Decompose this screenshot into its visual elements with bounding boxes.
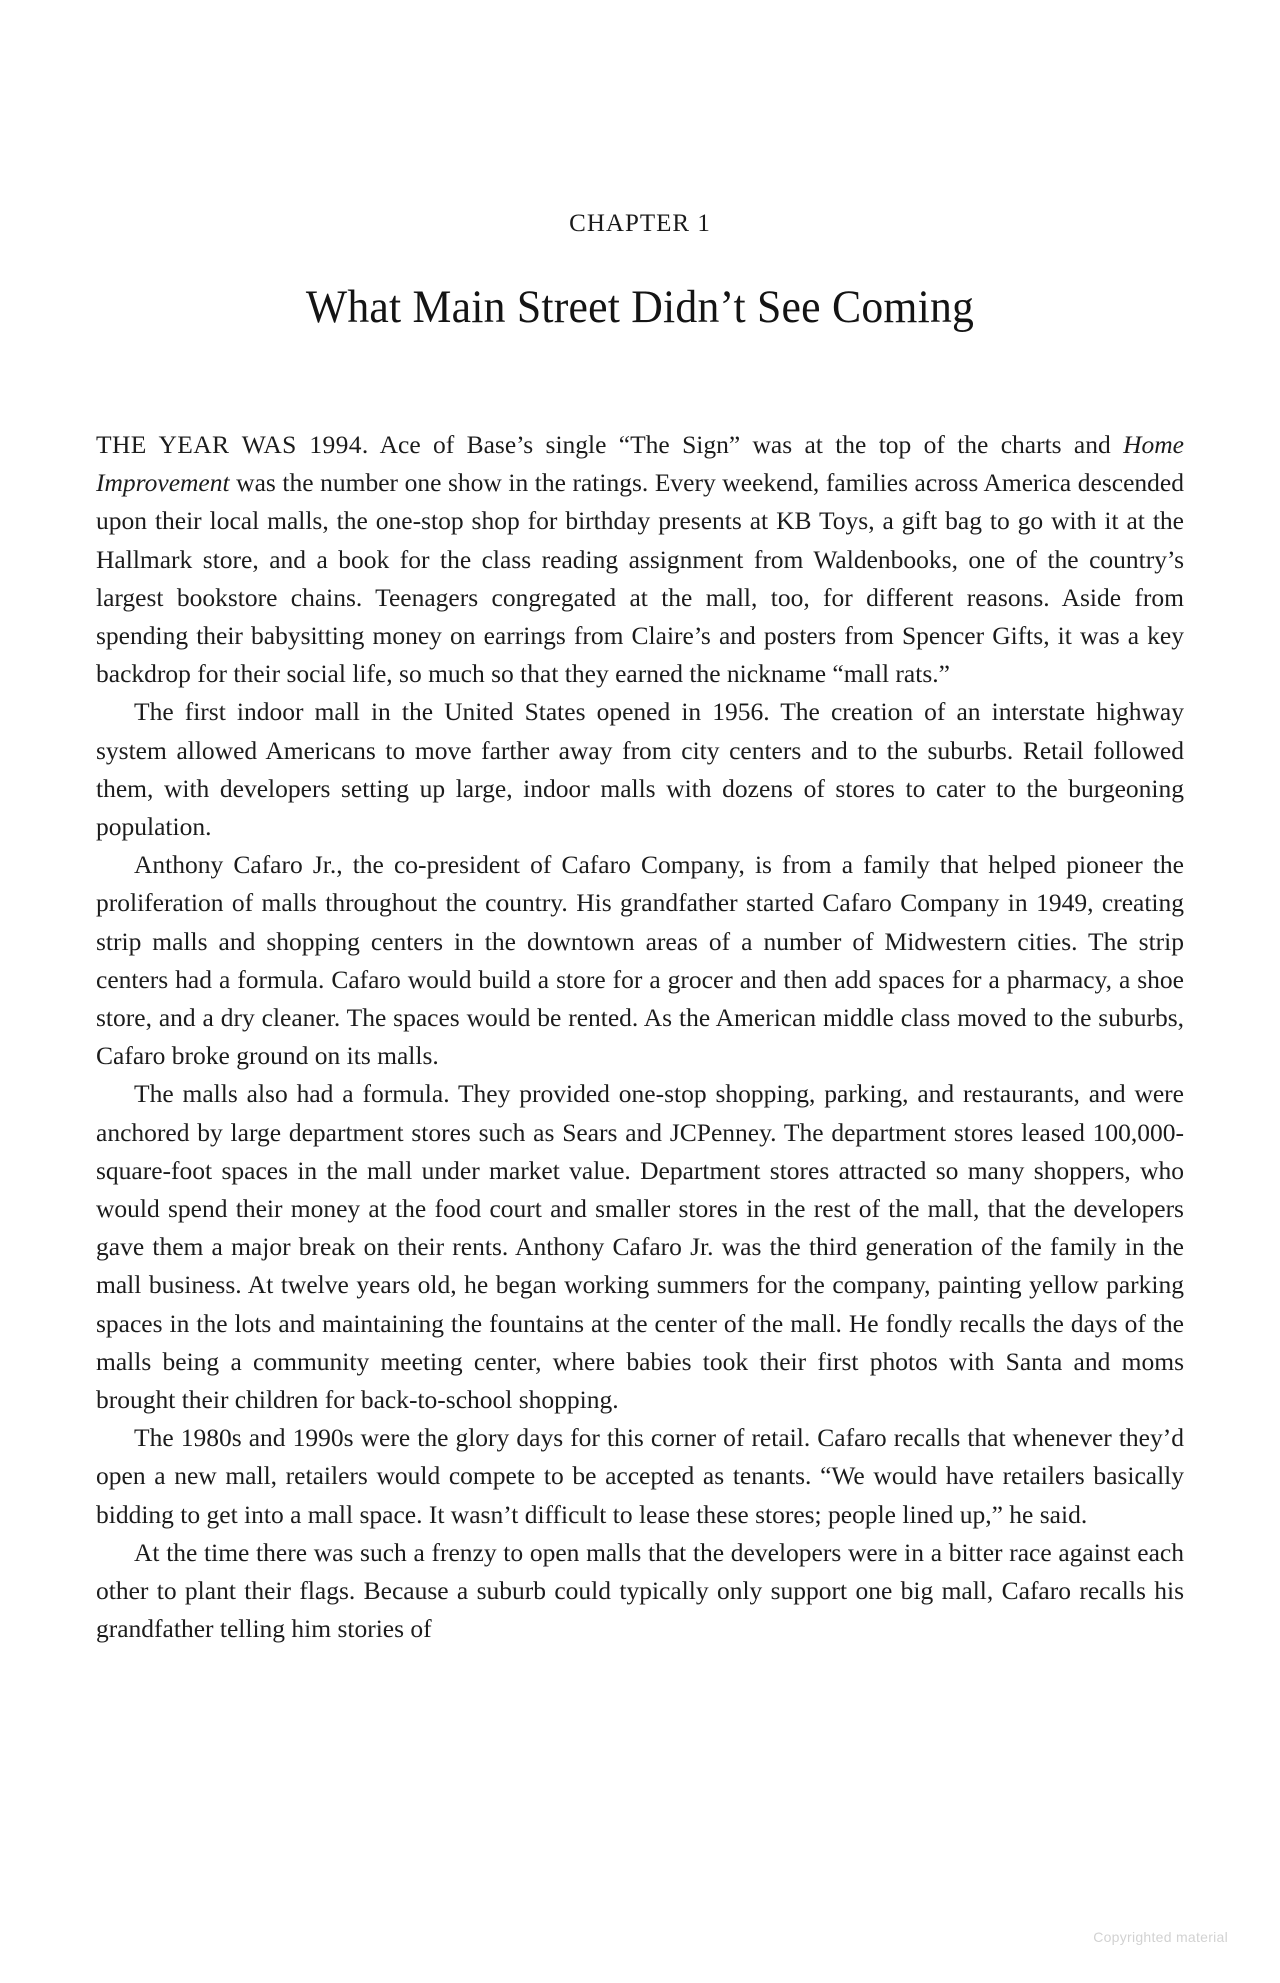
chapter-label: CHAPTER 1 xyxy=(569,210,711,237)
paragraph-6: At the time there was such a frenzy to open malls that the developers were in a bitter race against each other to plant their flags. Because a suburb could typically only support one big mall, Cafaro recalls his grandfather telling him stories of xyxy=(96,1537,1184,1644)
paragraph-1-part-1: Ace of Base’s single “The Sign” was at the top of the charts and xyxy=(368,430,1124,459)
page-content xyxy=(96,0,1184,1649)
paragraph-1-part-2: was the number one show in the ratings. Every weekend, families across America descended upon their local malls, the one-stop shop for birthday presents at KB Toys, a gift bag to go with it at the Hallmark store, and a book for the class reading assignment from Waldenbooks, one of the country’s largest bookstore chains. Teenagers congregated at the mall, too, for different reasons. Aside from spending their babysitting money on earrings from Claire’s and posters from Spencer Gifts, it was a key backdrop for their social life, so much so that they earned the nickname “mall rats.” xyxy=(96,468,1184,689)
paragraph-2: The first indoor mall in the United States opened in 1956. The creation of an interstate highway system allowed Americans to move farther away from city centers and to the suburbs. Retail followed them, with developers setting up large, indoor malls with dozens of stores to cater to the burgeoning population. xyxy=(96,697,1184,842)
paragraph-5: The 1980s and 1990s were the glory days for this corner of retail. Cafaro recalls that whenever they’d open a new mall, retailers would compete to be accepted as tenants. “We would have retailers basically bidding to get into a mall space. It wasn’t difficult to lease these stores; people lined up,” he said. xyxy=(96,1423,1184,1529)
copyright-watermark: Copyrighted material xyxy=(1093,1929,1228,1945)
body-text xyxy=(96,426,1184,1649)
paragraph-1 xyxy=(96,426,1184,693)
paragraph-4: The malls also had a formula. They provided one-stop shopping, parking, and restaurants, and were anchored by large department stores such as Sears and JCPenney. The department stores leased 100,000-square-foot spaces in the mall under market value. Department stores attracted so many shoppers, who would spend their money at the food court and smaller stores in the rest of the mall, that the developers gave them a major break on their rents. Anthony Cafaro Jr. was the third generation of the family in the mall business. At twelve years old, he began working summers for the company, painting yellow parking spaces in the lots and maintaining the fountains at the center of the mall. He fondly recalls the days of the malls being a community meeting center, where babies took their first photos with Santa and moms brought their children for back-to-school shopping. xyxy=(96,1079,1184,1415)
italic-title-home-improvement: Home Improvement xyxy=(96,430,1184,498)
opening-smallcaps: THE YEAR WAS 1994. xyxy=(96,430,369,459)
chapter-title: What Main Street Didn’t See Coming xyxy=(305,281,975,333)
paragraph-3: Anthony Cafaro Jr., the co-president of Cafaro Company, is from a family that helped pioneer the proliferation of malls throughout the country. His grandfather started Cafaro Company in 1949, creating strip malls and shopping centers in the downtown areas of a number of Midwestern cities. The strip centers had a formula. Cafaro would build a store for a grocer and then add spaces for a pharmacy, a shoe store, and a dry cleaner. The spaces would be rented. As the American middle class moved to the suburbs, Cafaro broke ground on its malls. xyxy=(96,850,1184,1071)
